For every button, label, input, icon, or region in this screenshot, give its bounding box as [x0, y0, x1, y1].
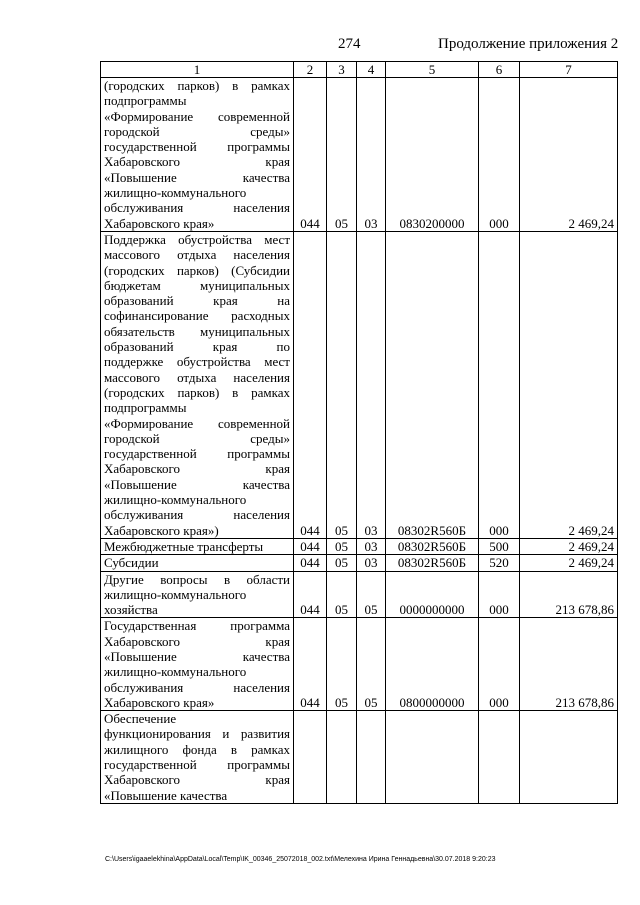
row-name-line: «Повышение качества: [104, 648, 290, 664]
row-name-line: массового отдыха населения: [104, 369, 290, 385]
expense-type-cell: 500: [479, 538, 520, 554]
subsection-code-cell: 05: [327, 618, 357, 711]
column-header: 3: [327, 62, 357, 78]
row-name-line: Другие вопросы в области: [104, 571, 290, 587]
subsection-code-cell: 03: [357, 538, 386, 554]
row-name-line: Хабаровского края: [104, 154, 290, 170]
section-code-cell: 044: [294, 231, 327, 538]
target-article-cell: 0830200000: [386, 78, 479, 232]
row-name-cell: [101, 78, 294, 232]
subsection-code-cell: [327, 711, 357, 804]
table-row: [101, 618, 618, 711]
row-name-line: жилищно-коммунального: [104, 664, 247, 680]
row-name-line: подпрограммы: [104, 400, 187, 416]
expense-type-cell: 000: [479, 78, 520, 232]
row-name-line: обслуживания населения: [104, 679, 290, 695]
target-article-cell: 0800000000: [386, 618, 479, 711]
row-name-cell: [101, 618, 294, 711]
expense-type-cell: 000: [479, 618, 520, 711]
table-row: [101, 555, 618, 571]
table-row: [101, 571, 618, 618]
table-row: [101, 711, 618, 804]
target-article-cell: 0000000000: [386, 571, 479, 618]
section-code-cell: 044: [294, 618, 327, 711]
row-name-line: городской среды»: [104, 123, 290, 139]
section-code-cell: 044: [294, 78, 327, 232]
table-row: [101, 538, 618, 554]
subsection-code-cell: 05: [357, 618, 386, 711]
amount-cell: 2 469,24: [520, 538, 618, 554]
amount-cell: 2 469,24: [520, 78, 618, 232]
amount-cell: 213 678,86: [520, 571, 618, 618]
target-article-cell: 08302R560Б: [386, 555, 479, 571]
row-name-cell: [101, 571, 294, 618]
row-name-line: функционирования и развития: [104, 726, 290, 742]
file-path-footer: C:\Users\igaaelekhina\AppData\Local\Temp\IK_00346_25072018_002.txt\Мелехина Ирина Геннадьевна\30.07.2018 9:20:23: [105, 856, 496, 863]
row-name-line: «Повышение качества: [104, 476, 290, 492]
row-name-line: городской среды»: [104, 430, 290, 446]
row-name-line: «Формирование современной: [104, 415, 290, 431]
row-name-cell: [101, 555, 294, 571]
column-header: 4: [357, 62, 386, 78]
row-name-line: Государственная программа: [104, 618, 290, 634]
row-name-line: (городских парков) в рамках: [104, 78, 290, 93]
row-name-line: Обеспечение: [104, 711, 177, 727]
row-name-line: Поддержка обустройства мест: [104, 231, 290, 247]
section-code-cell: 044: [294, 555, 327, 571]
section-code-cell: [294, 711, 327, 804]
row-name-line: (городских парков) в рамках: [104, 384, 290, 400]
amount-cell: 213 678,86: [520, 618, 618, 711]
table-row: [101, 231, 618, 538]
row-name-line: подпрограммы: [104, 93, 187, 109]
subsection-code-cell: 03: [357, 78, 386, 232]
continuation-note: Продолжение приложения 2: [438, 36, 619, 52]
row-name-line: Хабаровского края»: [104, 215, 215, 231]
row-name-line: Субсидии: [104, 555, 159, 571]
expense-type-cell: 000: [479, 571, 520, 618]
row-name-line: государственной программы: [104, 139, 290, 155]
row-name-line: образований края по: [104, 339, 290, 355]
amount-cell: 2 469,24: [520, 555, 618, 571]
subsection-code-cell: 05: [327, 78, 357, 232]
row-name-line: Хабаровского края»): [104, 522, 219, 538]
amount-cell: [520, 711, 618, 804]
section-code-cell: 044: [294, 538, 327, 554]
row-name-line: Хабаровского края: [104, 633, 290, 649]
row-name-line: «Повышение качества: [104, 169, 290, 185]
subsection-code-cell: 03: [357, 231, 386, 538]
row-name-line: обязательств муниципальных: [104, 323, 290, 339]
column-header: 2: [294, 62, 327, 78]
row-name-line: Хабаровского края: [104, 772, 290, 788]
row-name-line: жилищного фонда в рамках: [104, 741, 290, 757]
row-name-line: хозяйства: [104, 602, 158, 618]
row-name-cell: [101, 231, 294, 538]
row-name-line: обслуживания населения: [104, 200, 290, 216]
target-article-cell: 08302R560Б: [386, 538, 479, 554]
target-article-cell: [386, 711, 479, 804]
row-name-line: «Формирование современной: [104, 108, 290, 124]
subsection-code-cell: 05: [327, 231, 357, 538]
expense-type-cell: [479, 711, 520, 804]
row-name-line: жилищно-коммунального: [104, 492, 247, 508]
row-name-line: бюджетам муниципальных: [104, 277, 290, 293]
subsection-code-cell: 03: [357, 555, 386, 571]
target-article-cell: 08302R560Б: [386, 231, 479, 538]
column-header: 5: [386, 62, 479, 78]
row-name-line: «Повышение качества: [104, 787, 228, 803]
budget-table: [100, 61, 618, 804]
section-code-cell: 044: [294, 571, 327, 618]
subsection-code-cell: 05: [327, 571, 357, 618]
row-name-line: государственной программы: [104, 757, 290, 773]
subsection-code-cell: 05: [327, 555, 357, 571]
row-name-line: обслуживания населения: [104, 507, 290, 523]
page-number: 274: [338, 36, 361, 52]
column-header: 1: [101, 62, 294, 78]
row-name-line: Хабаровского края: [104, 461, 290, 477]
row-name-line: (городских парков) (Субсидии: [104, 262, 290, 278]
row-name-line: Хабаровского края»: [104, 694, 215, 710]
column-header: 7: [520, 62, 618, 78]
row-name-cell: [101, 538, 294, 554]
row-name-line: государственной программы: [104, 446, 290, 462]
subsection-code-cell: 05: [327, 538, 357, 554]
row-name-cell: [101, 711, 294, 804]
row-name-line: поддержке обустройства мест: [104, 354, 290, 370]
expense-type-cell: 000: [479, 231, 520, 538]
row-name-line: Межбюджетные трансферты: [104, 538, 264, 554]
row-name-line: жилищно-коммунального: [104, 586, 247, 602]
amount-cell: 2 469,24: [520, 231, 618, 538]
subsection-code-cell: 05: [357, 571, 386, 618]
row-name-line: софинансирование расходных: [104, 308, 290, 324]
subsection-code-cell: [357, 711, 386, 804]
table-header-row: [101, 62, 618, 78]
expense-type-cell: 520: [479, 555, 520, 571]
row-name-line: жилищно-коммунального: [104, 185, 247, 201]
row-name-line: образований края на: [104, 293, 290, 309]
table-row: [101, 78, 618, 232]
row-name-line: массового отдыха населения: [104, 247, 290, 263]
column-header: 6: [479, 62, 520, 78]
